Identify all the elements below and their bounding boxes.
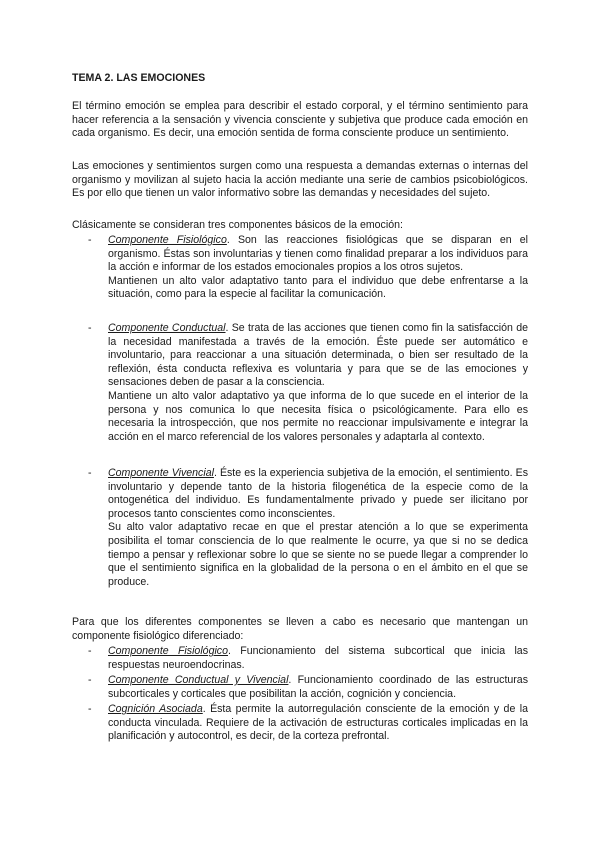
component-text: . Son las reacciones fisiológicas que se disparan en el organismo. Éstas son involuntarias y tienen como finalidad preparar a los individuos para la acción e informar de los estados emocionales propios a los otros sujetos.	[108, 234, 529, 274]
page-title: TEMA 2. LAS EMOCIONES	[72, 72, 206, 84]
substrate-term: Componente Conductual y Vivencial	[108, 674, 289, 686]
substrate-text: . Funcionamiento del sistema subcortical que inicia las respuestas neuroendocrinas.	[108, 645, 528, 671]
list-dash: -	[88, 234, 92, 246]
list-dash: -	[88, 645, 92, 657]
component-text: . Éste es la experiencia subjetiva de la emoción, el sentimiento. Es involuntario y depende tanto de la historia filogenética de la especie como de la ontogenética del individuo. Es fundamentalmente privado y puede ser ilicitano por procesos tanto conscientes como inconscientes.	[108, 467, 528, 520]
list-item-body	[108, 703, 528, 744]
list-item-body	[108, 467, 528, 589]
substrate-term: Cognición Asociada	[108, 703, 203, 715]
outro-paragraph: Para que los diferentes componentes se lleven a cabo es necesario que mantengan un componente fisiológico diferenciado:	[72, 616, 528, 642]
component-term: Componente Vivencial	[108, 467, 214, 479]
list-dash: -	[88, 703, 92, 715]
intro-paragraph-3: Clásicamente se consideran tres componentes básicos de la emoción:	[72, 219, 403, 231]
list-dash: -	[88, 674, 92, 686]
list-item-body	[108, 645, 528, 672]
substrate-text: . Funcionamiento coordinado de las estructuras subcorticales y corticales que posibilitan la acción, cognición y conciencia.	[108, 674, 528, 700]
component-text: . Se trata de las acciones que tienen como fin la satisfacción de la necesidad manifestada a través de la emoción. Éste puede ser automático e involuntario, para reaccionar a una situación determinada, o bien ser resultado de la reflexión, ésta conducta reflexiva es voluntaria y para que se de las emociones y sensaciones deben de pasar a la consciencia.	[108, 322, 528, 389]
list-item-body	[108, 234, 528, 302]
list-item-body	[108, 674, 528, 701]
substrate-text: . Ésta permite la autorregulación consciente de la emoción y de la conducta vinculada. Requiere de la activación de estructuras corticales implicadas en la planificación y autocontrol, es decir, de la corteza prefrontal.	[108, 703, 528, 743]
substrate-term: Componente Fisiológico	[108, 645, 228, 657]
list-dash: -	[88, 467, 92, 479]
component-extra: Mantienen un alto valor adaptativo tanto para el individuo que debe enfrentarse a la situación, como para la especie al facilitar la comunicación.	[108, 274, 528, 301]
component-extra: Su alto valor adaptativo recae en que el prestar atención a lo que se experimenta posibilita el tomar consciencia de lo que realmente le ocurre, ya que si no se dedica tiempo a pensar y reflexionar sobre lo que se siente no se puede llegar a comprender lo que el sentimiento significa en la globalidad de la persona o en el ámbito en el que se produce.	[108, 521, 528, 588]
component-extra: Mantiene un alto valor adaptativo ya que informa de lo que sucede en el interior de la persona y nos comunica lo que necesita física o psicológicamente. Para ello es necesaria la introspección, que nos permite no reaccionar impulsivamente e integrar la acción en el marco referencial de los valores personales y adaptarla al contexto.	[108, 389, 528, 443]
list-item-body	[108, 322, 528, 444]
list-dash: -	[88, 322, 92, 334]
component-term: Componente Conductual	[108, 322, 226, 334]
component-term: Componente Fisiológico	[108, 234, 227, 246]
intro-paragraph-2: Las emociones y sentimientos surgen como una respuesta a demandas externas o internas del organismo y movilizan al sujeto hacia la acción mediante una serie de cambios psicobiológicos. Es por ello que tienen un valor informativo sobre las demandas y necesidades del sujeto.	[72, 160, 528, 200]
intro-paragraph-1: El término emoción se emplea para describir el estado corporal, y el término sentimiento para hacer referencia a la sensación y vivencia consciente y subjetiva que produce cada emoción en cada organismo. Es decir, una emoción sentida de forma consciente produce un sentimiento.	[72, 100, 528, 140]
